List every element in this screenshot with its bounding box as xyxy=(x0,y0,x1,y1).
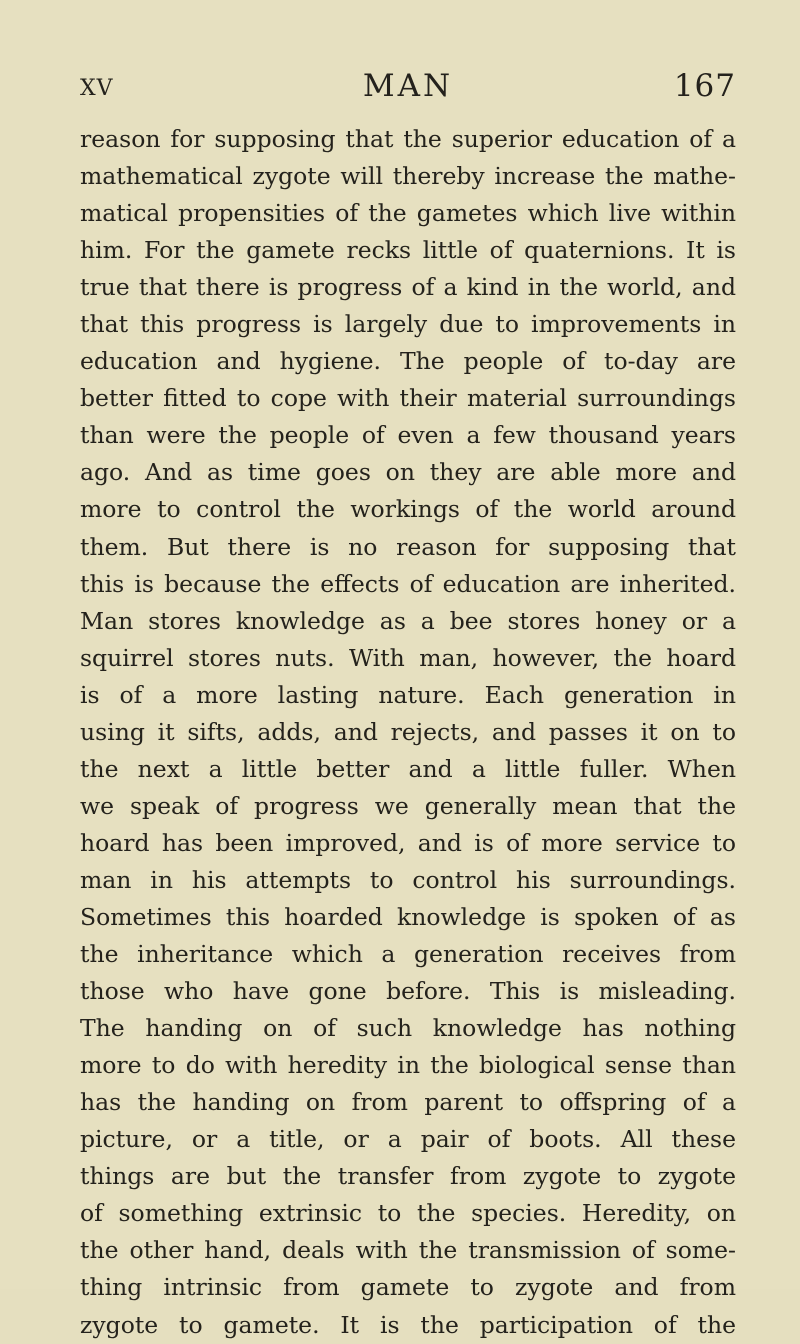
text-line: we speak of progress we generally mean that the xyxy=(80,791,736,820)
text-line: him. For the gamete recks little of quaternions. It is xyxy=(80,236,736,265)
text-line: hoard has been improved, and is of more service to xyxy=(80,828,736,857)
text-line: is of a more lasting nature. Each generation in xyxy=(80,680,736,709)
text-line: thing intrinsic from gamete to zygote and from xyxy=(80,1273,736,1302)
text-line: the next a little better and a little fuller. When xyxy=(80,754,736,783)
body-text xyxy=(80,121,736,1344)
text-line: ago. And as time goes on they are able more and xyxy=(80,458,736,487)
text-line: things are but the transfer from zygote to zygote xyxy=(80,1162,736,1191)
running-title: MAN xyxy=(362,68,454,104)
text-line: has the handing on from parent to offspring of a xyxy=(80,1088,736,1117)
chapter-number: XV xyxy=(80,76,114,101)
text-line: Sometimes this hoarded knowledge is spoken of as xyxy=(80,902,736,931)
text-line: mathematical zygote will thereby increase the mathe- xyxy=(80,162,736,191)
text-line: them. But there is no reason for supposing that xyxy=(80,532,736,561)
text-line: better fitted to cope with their material surroundings xyxy=(80,384,736,413)
text-line: zygote to gamete. It is the participation of the xyxy=(80,1310,736,1339)
text-line: picture, or a title, or a pair of boots. All these xyxy=(80,1125,736,1154)
text-line: The handing on of such knowledge has nothing xyxy=(80,1014,736,1043)
text-line: education and hygiene. The people of to-day are xyxy=(80,347,736,376)
text-line: the inheritance which a generation receives from xyxy=(80,940,736,969)
running-head xyxy=(80,68,736,108)
page-number: 167 xyxy=(673,68,736,104)
text-line: that this progress is largely due to improvements in xyxy=(80,310,736,339)
text-line: squirrel stores nuts. With man, however, the hoard xyxy=(80,643,736,672)
text-line: matical propensities of the gametes which live within xyxy=(80,199,736,228)
text-line: this is because the effects of education are inherited. xyxy=(80,569,736,598)
text-line: using it sifts, adds, and rejects, and passes it on to xyxy=(80,717,736,746)
text-line: of something extrinsic to the species. Heredity, on xyxy=(80,1199,736,1228)
text-line: true that there is progress of a kind in the world, and xyxy=(80,273,736,302)
text-line: those who have gone before. This is misleading. xyxy=(80,977,736,1006)
text-line: the other hand, deals with the transmission of some- xyxy=(80,1236,736,1265)
text-line: than were the people of even a few thousand years xyxy=(80,421,736,450)
text-line: more to control the workings of the world around xyxy=(80,495,736,524)
text-line: reason for supposing that the superior education of a xyxy=(80,125,736,153)
text-line: Man stores knowledge as a bee stores honey or a xyxy=(80,606,736,635)
text-line: more to do with heredity in the biological sense than xyxy=(80,1051,736,1080)
text-line: man in his attempts to control his surroundings. xyxy=(80,865,736,894)
